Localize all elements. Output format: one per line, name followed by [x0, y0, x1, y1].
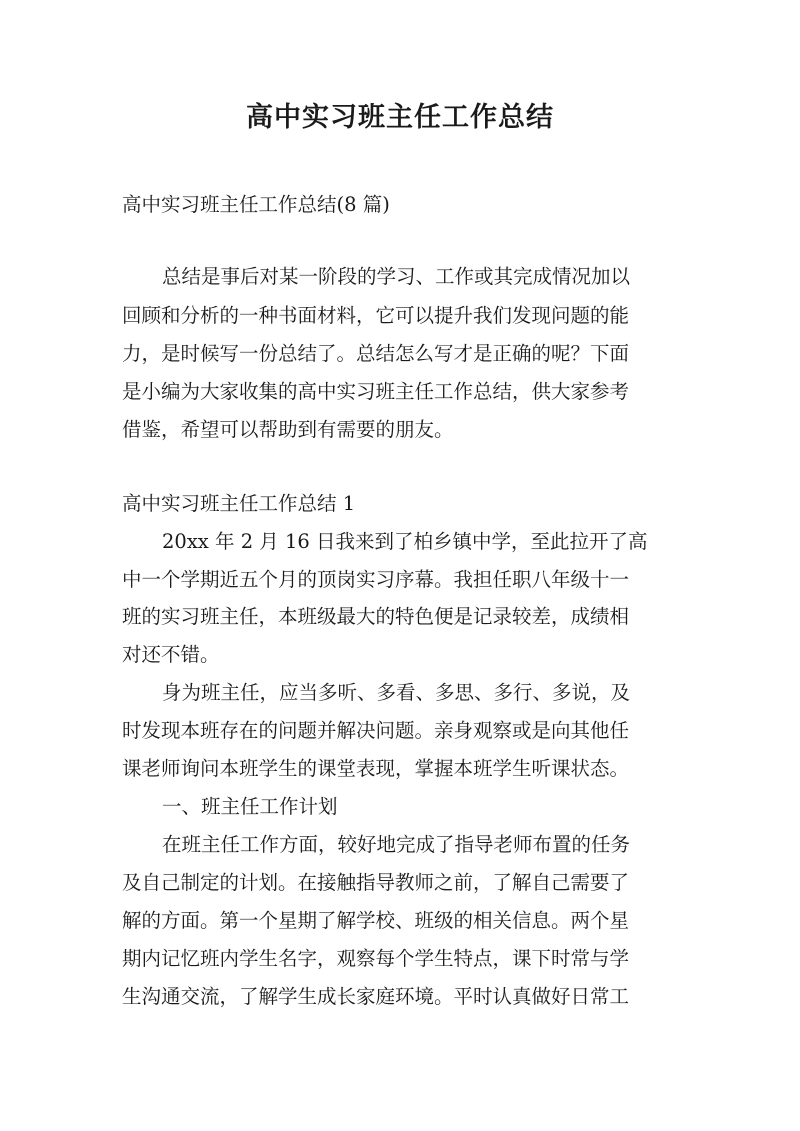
- paragraph-line: 对还不错。: [122, 643, 220, 666]
- section-heading: 高中实习班主任工作总结 1: [122, 492, 356, 515]
- paragraph-line: 期内记忆班内学生名字，观察每个学生特点，课下时常与学: [122, 947, 630, 970]
- paragraph-line: 生沟通交流，了解学生成长家庭环境。平时认真做好日常工: [122, 985, 630, 1008]
- intro-line: 力，是时候写一份总结了。总结怎么写才是正确的呢？下面: [122, 342, 630, 365]
- intro-line: 借鉴，希望可以帮助到有需要的朋友。: [122, 418, 454, 441]
- paragraph-line: 课老师询问本班学生的课堂表现，掌握本班学生听课状态。: [122, 757, 630, 780]
- intro-line: 回顾和分析的一种书面材料，它可以提升我们发现问题的能: [122, 304, 630, 327]
- intro-line: 是小编为大家收集的高中实习班主任工作总结，供大家参考: [122, 380, 630, 403]
- paragraph-line: 身为班主任，应当多听、多看、多思、多行、多说，及: [162, 681, 631, 704]
- paragraph-line: 解的方面。第一个星期了解学校、班级的相关信息。两个星: [122, 909, 630, 932]
- paragraph-line: 班的实习班主任，本班级最大的特色便是记录较差，成绩相: [122, 605, 630, 628]
- document-title: 高中实习班主任工作总结: [246, 102, 554, 133]
- paragraph-line: 20xx 年 2 月 16 日我来到了柏乡镇中学，至此拉开了高: [162, 530, 648, 553]
- document-subtitle: 高中实习班主任工作总结(8 篇): [122, 193, 390, 216]
- paragraph-line: 中一个学期近五个月的顶岗实习序幕。我担任职八年级十一: [122, 568, 630, 591]
- intro-line: 总结是事后对某一阶段的学习、工作或其完成情况加以: [162, 265, 631, 288]
- paragraph-line: 及自己制定的计划。在接触指导教师之前，了解自己需要了: [122, 871, 630, 894]
- paragraph-line: 在班主任工作方面，较好地完成了指导老师布置的任务: [162, 833, 631, 856]
- subheading: 一、班主任工作计划: [162, 795, 338, 818]
- paragraph-line: 时发现本班存在的问题并解决问题。亲身观察或是向其他任: [122, 719, 630, 742]
